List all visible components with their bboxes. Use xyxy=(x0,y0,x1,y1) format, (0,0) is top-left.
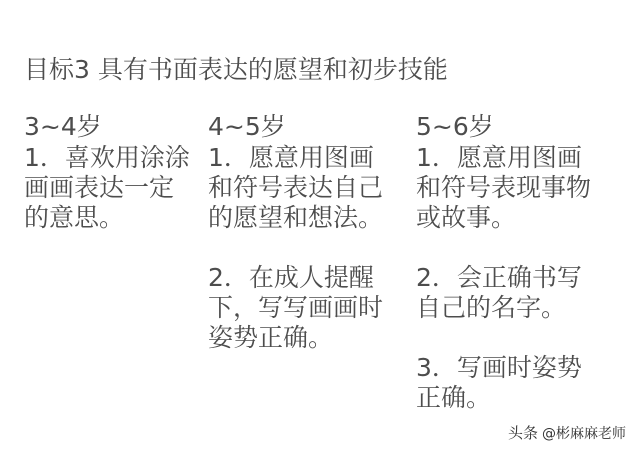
goal-line: 和符号表现事物 xyxy=(416,173,592,202)
goal-line: 1．愿意用图画 xyxy=(208,143,374,172)
goal-item xyxy=(208,143,408,233)
age-heading: 4~5岁 xyxy=(208,112,286,141)
goal-line: 2．会正确书写 xyxy=(416,263,582,292)
age-column-4-5 xyxy=(208,110,408,353)
slide-title: 目标3 具有书面表达的愿望和初步技能 xyxy=(24,55,448,84)
age-column-5-6 xyxy=(416,110,616,413)
age-heading: 3~4岁 xyxy=(24,112,102,141)
goal-line: 自己的名字。 xyxy=(416,293,567,322)
goal-line: 的愿望和想法。 xyxy=(208,203,384,232)
goal-line: 1．愿意用图画 xyxy=(416,143,582,172)
goal-line: 3．写画时姿势 xyxy=(416,353,582,382)
watermark-source: 头条 xyxy=(507,424,538,442)
goal-item xyxy=(416,353,616,413)
goal-line: 姿势正确。 xyxy=(208,323,334,352)
goal-item xyxy=(416,143,616,233)
goal-line: 1．喜欢用涂涂 xyxy=(24,143,190,172)
goal-item xyxy=(416,263,616,323)
goal-line: 或故事。 xyxy=(416,203,517,232)
goal-item xyxy=(208,263,408,353)
age-heading: 5~6岁 xyxy=(416,112,494,141)
goal-line: 2．在成人提醒 xyxy=(208,263,374,292)
watermark xyxy=(508,422,626,443)
goal-line: 和符号表达自己 xyxy=(208,173,384,202)
goal-line: 的意思。 xyxy=(24,203,125,232)
goal-line: 画画表达一定 xyxy=(24,173,175,202)
goal-line: 正确。 xyxy=(416,383,492,412)
watermark-handle: @彬麻麻老师 xyxy=(542,425,626,442)
goal-item xyxy=(24,143,224,233)
age-column-3-4 xyxy=(24,110,224,233)
goal-line: 下，写写画画时 xyxy=(208,293,384,322)
